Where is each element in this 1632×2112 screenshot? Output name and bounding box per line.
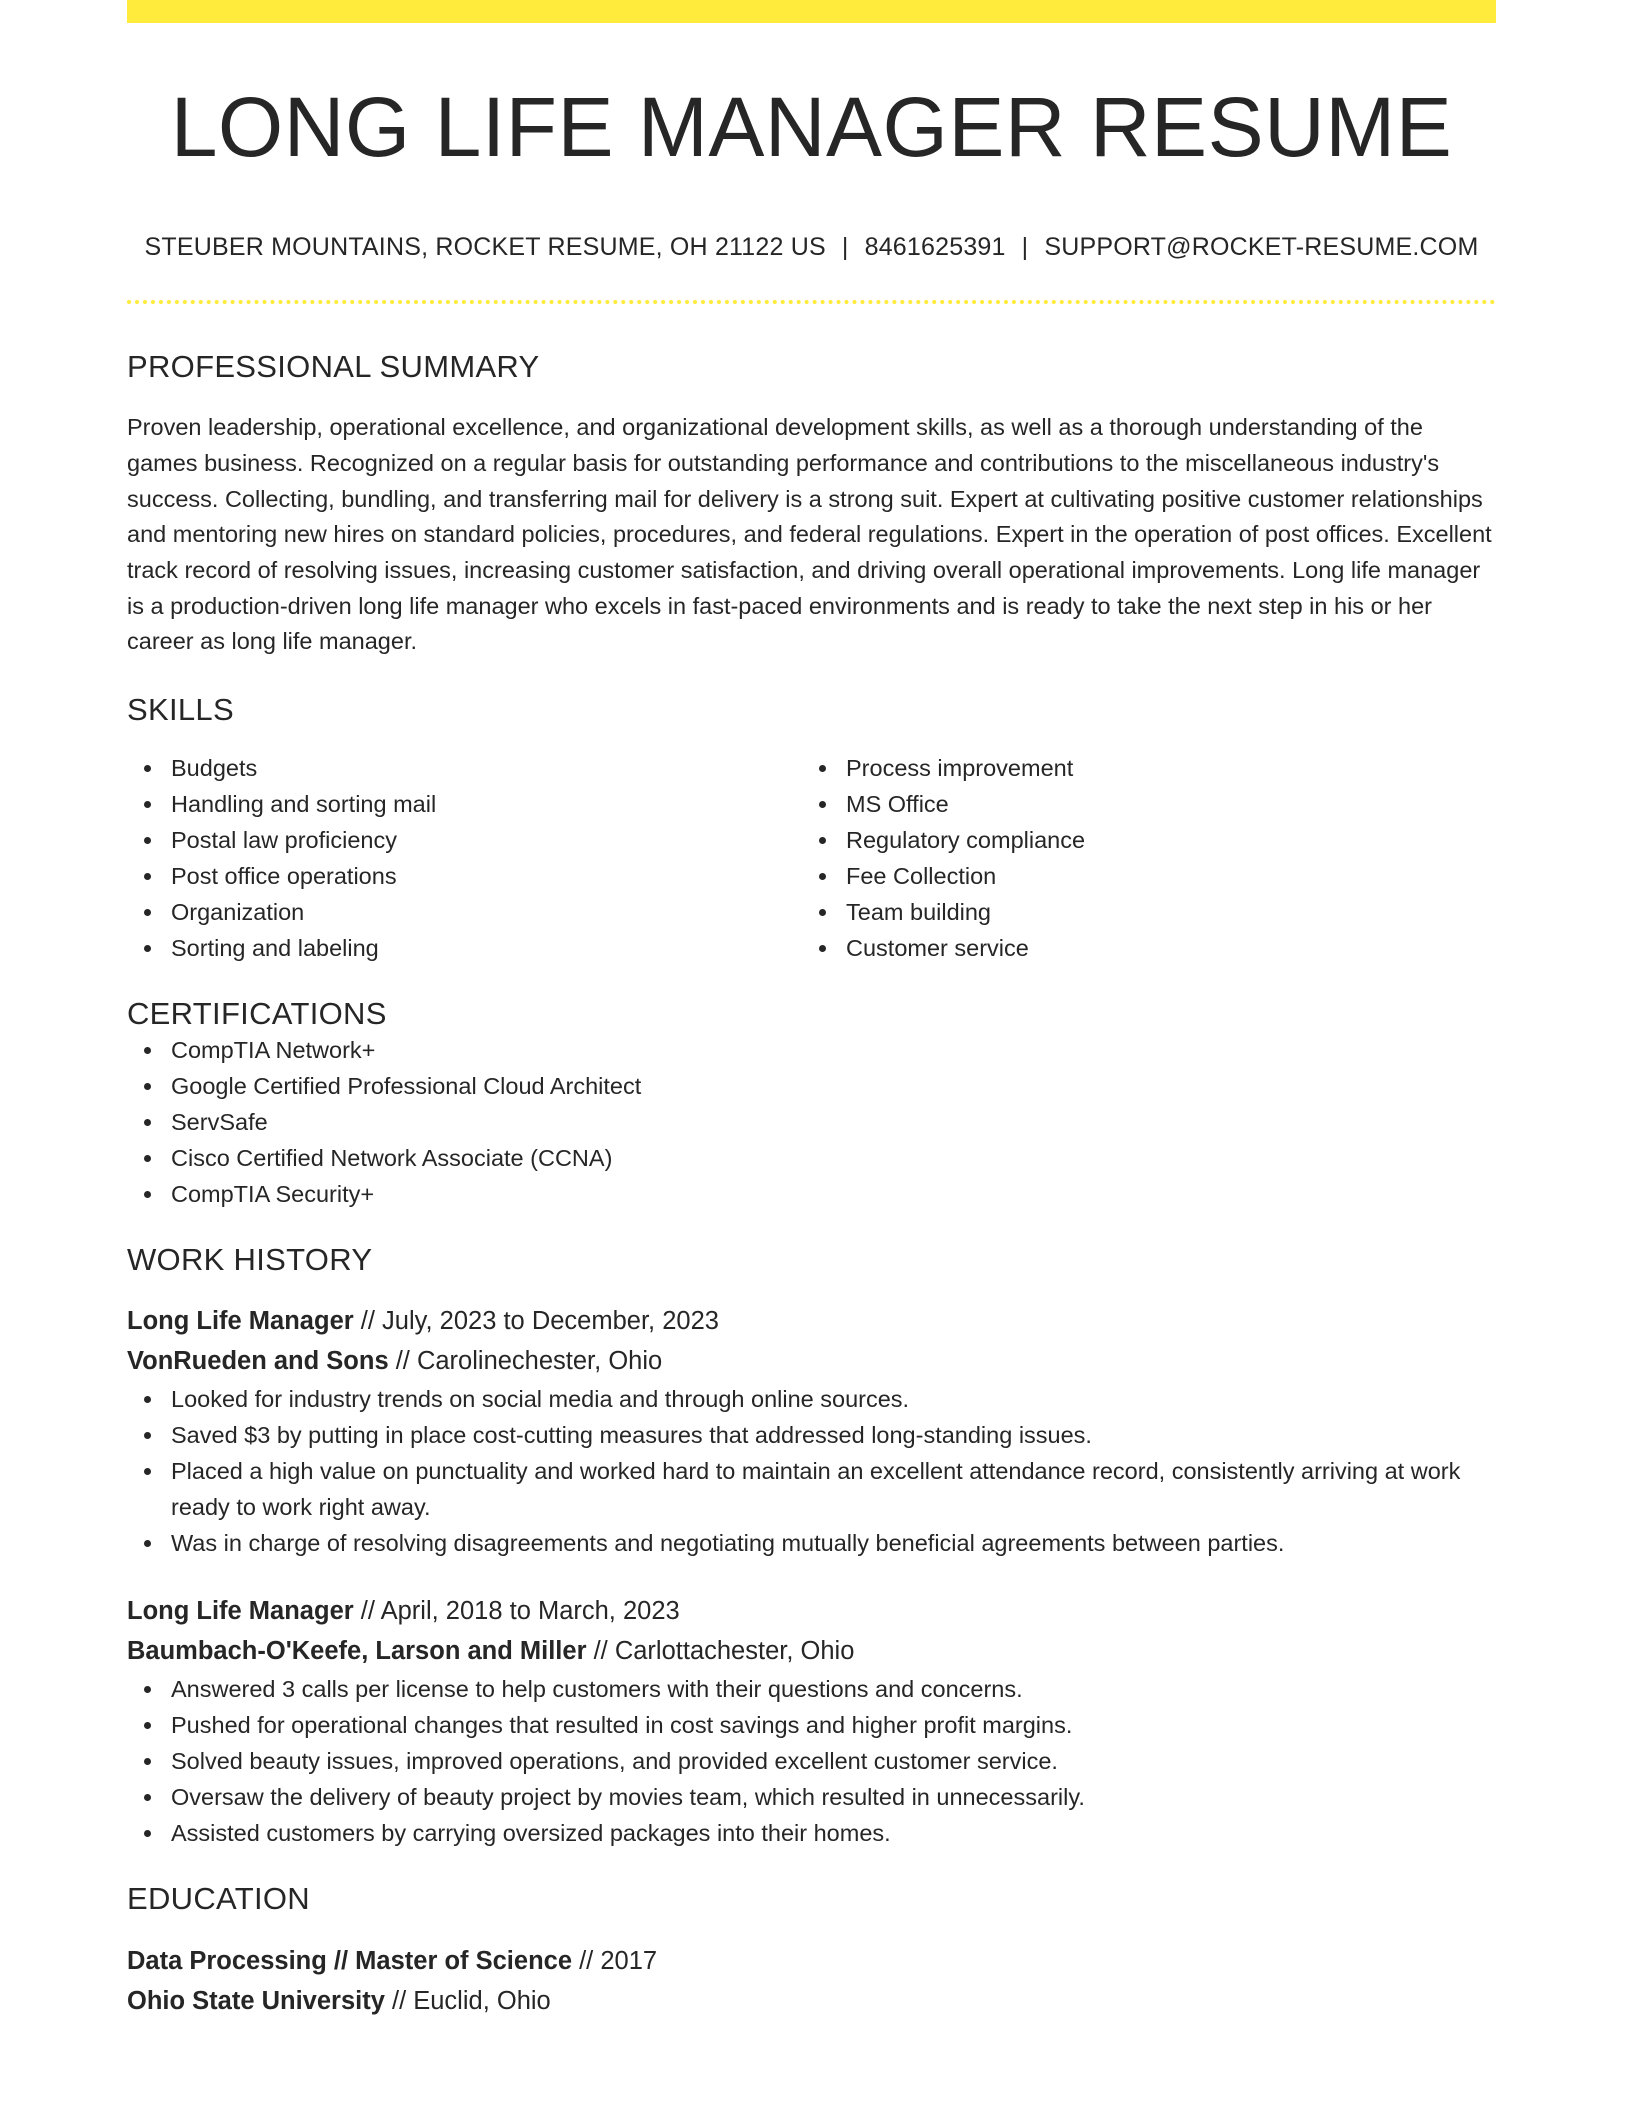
contact-separator: | xyxy=(841,233,849,262)
certifications-list xyxy=(127,1032,1496,1212)
education-entry xyxy=(127,1941,1496,2021)
certification-item: ServSafe xyxy=(127,1104,1496,1140)
job-bullets xyxy=(127,1381,1496,1561)
job-location: // Carolinechester, Ohio xyxy=(388,1347,663,1376)
education-year: // 2017 xyxy=(572,1947,658,1976)
job-company-line xyxy=(127,1631,1496,1671)
skill-item: MS Office xyxy=(802,786,1477,822)
skill-item: Organization xyxy=(127,894,802,930)
job-title-line xyxy=(127,1591,1496,1631)
contact-phone: 8461625391 xyxy=(864,233,1006,262)
job-entry xyxy=(127,1301,1496,1561)
job-bullet: Answered 3 calls per license to help customers with their questions and concerns. xyxy=(127,1671,1496,1707)
education-degree: Data Processing // Master of Science xyxy=(127,1947,573,1976)
skill-item: Fee Collection xyxy=(802,858,1477,894)
skill-item: Team building xyxy=(802,894,1477,930)
skill-item: Postal law proficiency xyxy=(127,822,802,858)
work-history-heading: WORK HISTORY xyxy=(127,1242,373,1278)
job-dates: // July, 2023 to December, 2023 xyxy=(353,1307,719,1336)
education-school-line xyxy=(127,1981,1496,2021)
skill-item: Customer service xyxy=(802,930,1477,966)
summary-text: Proven leadership, operational excellence, and organizational development skills, as well as a thorough understanding of the games business. Recognized on a regular basis for outstanding performance and contributions to the miscellaneous industry's success. Collecting, bundling, and transferring mail for delivery is a strong suit. Expert at cultivating positive customer relationships and mentoring new hires on standard policies, procedures, and federal regulations. Expert in the operation of post offices. Excellent track record of resolving issues, increasing customer satisfaction, and driving overall operational improvements. Long life manager is a production-driven long life manager who excels in fast-paced environments and is ready to take the next step in his or her career as long life manager. xyxy=(127,414,1492,655)
job-bullet: Looked for industry trends on social media and through online sources. xyxy=(127,1381,1496,1417)
education-heading: EDUCATION xyxy=(127,1881,310,1917)
job-location: // Carlottachester, Ohio xyxy=(586,1637,855,1666)
job-bullet: Pushed for operational changes that resulted in cost savings and higher profit margins. xyxy=(127,1707,1496,1743)
job-title: Long Life Manager xyxy=(127,1597,354,1626)
certification-item: CompTIA Security+ xyxy=(127,1176,1496,1212)
certification-item: Cisco Certified Network Associate (CCNA) xyxy=(127,1140,1496,1176)
job-bullet: Was in charge of resolving disagreements and negotiating mutually beneficial agreements between parties. xyxy=(127,1525,1496,1561)
skills-list-right xyxy=(802,750,1477,966)
education-location: // Euclid, Ohio xyxy=(384,1987,551,2016)
job-bullet: Solved beauty issues, improved operations, and provided excellent customer service. xyxy=(127,1743,1496,1779)
job-bullets xyxy=(127,1671,1496,1851)
skills-columns xyxy=(127,750,1496,966)
education-degree-line xyxy=(127,1941,1496,1981)
contact-address: STEUBER MOUNTAINS, ROCKET RESUME, OH 21122 US xyxy=(144,233,826,262)
job-title-line xyxy=(127,1301,1496,1341)
job-company: Baumbach-O'Keefe, Larson and Miller xyxy=(127,1637,587,1666)
certifications-heading: CERTIFICATIONS xyxy=(127,996,387,1032)
certification-item: CompTIA Network+ xyxy=(127,1032,1496,1068)
job-entry xyxy=(127,1591,1496,1851)
certification-item: Google Certified Professional Cloud Architect xyxy=(127,1068,1496,1104)
skills-heading: SKILLS xyxy=(127,692,234,728)
contact-email: SUPPORT@ROCKET-RESUME.COM xyxy=(1044,233,1479,262)
job-bullet: Saved $3 by putting in place cost-cutting measures that addressed long-standing issues. xyxy=(127,1417,1496,1453)
job-company: VonRueden and Sons xyxy=(127,1347,389,1376)
skill-item: Post office operations xyxy=(127,858,802,894)
job-title: Long Life Manager xyxy=(127,1307,354,1336)
job-bullet: Assisted customers by carrying oversized packages into their homes. xyxy=(127,1815,1496,1851)
resume-title: LONG LIFE MANAGER RESUME xyxy=(170,80,1453,174)
dotted-divider xyxy=(127,300,1496,304)
job-bullet: Placed a high value on punctuality and worked hard to maintain an excellent attendance record, consistently arriving at work ready to work right away. xyxy=(127,1453,1496,1525)
skill-item: Budgets xyxy=(127,750,802,786)
contact-separator: | xyxy=(1021,233,1029,262)
skills-list-left xyxy=(127,750,802,966)
summary-heading: PROFESSIONAL SUMMARY xyxy=(127,349,540,385)
resume-page xyxy=(127,0,1496,2021)
top-accent-bar xyxy=(127,0,1496,23)
skill-item: Regulatory compliance xyxy=(802,822,1477,858)
skill-item: Process improvement xyxy=(802,750,1477,786)
job-company-line xyxy=(127,1341,1496,1381)
job-bullet: Oversaw the delivery of beauty project by movies team, which resulted in unnecessarily. xyxy=(127,1779,1496,1815)
contact-line xyxy=(127,233,1496,262)
skill-item: Sorting and labeling xyxy=(127,930,802,966)
education-school: Ohio State University xyxy=(127,1987,385,2016)
skill-item: Handling and sorting mail xyxy=(127,786,802,822)
job-dates: // April, 2018 to March, 2023 xyxy=(353,1597,680,1626)
